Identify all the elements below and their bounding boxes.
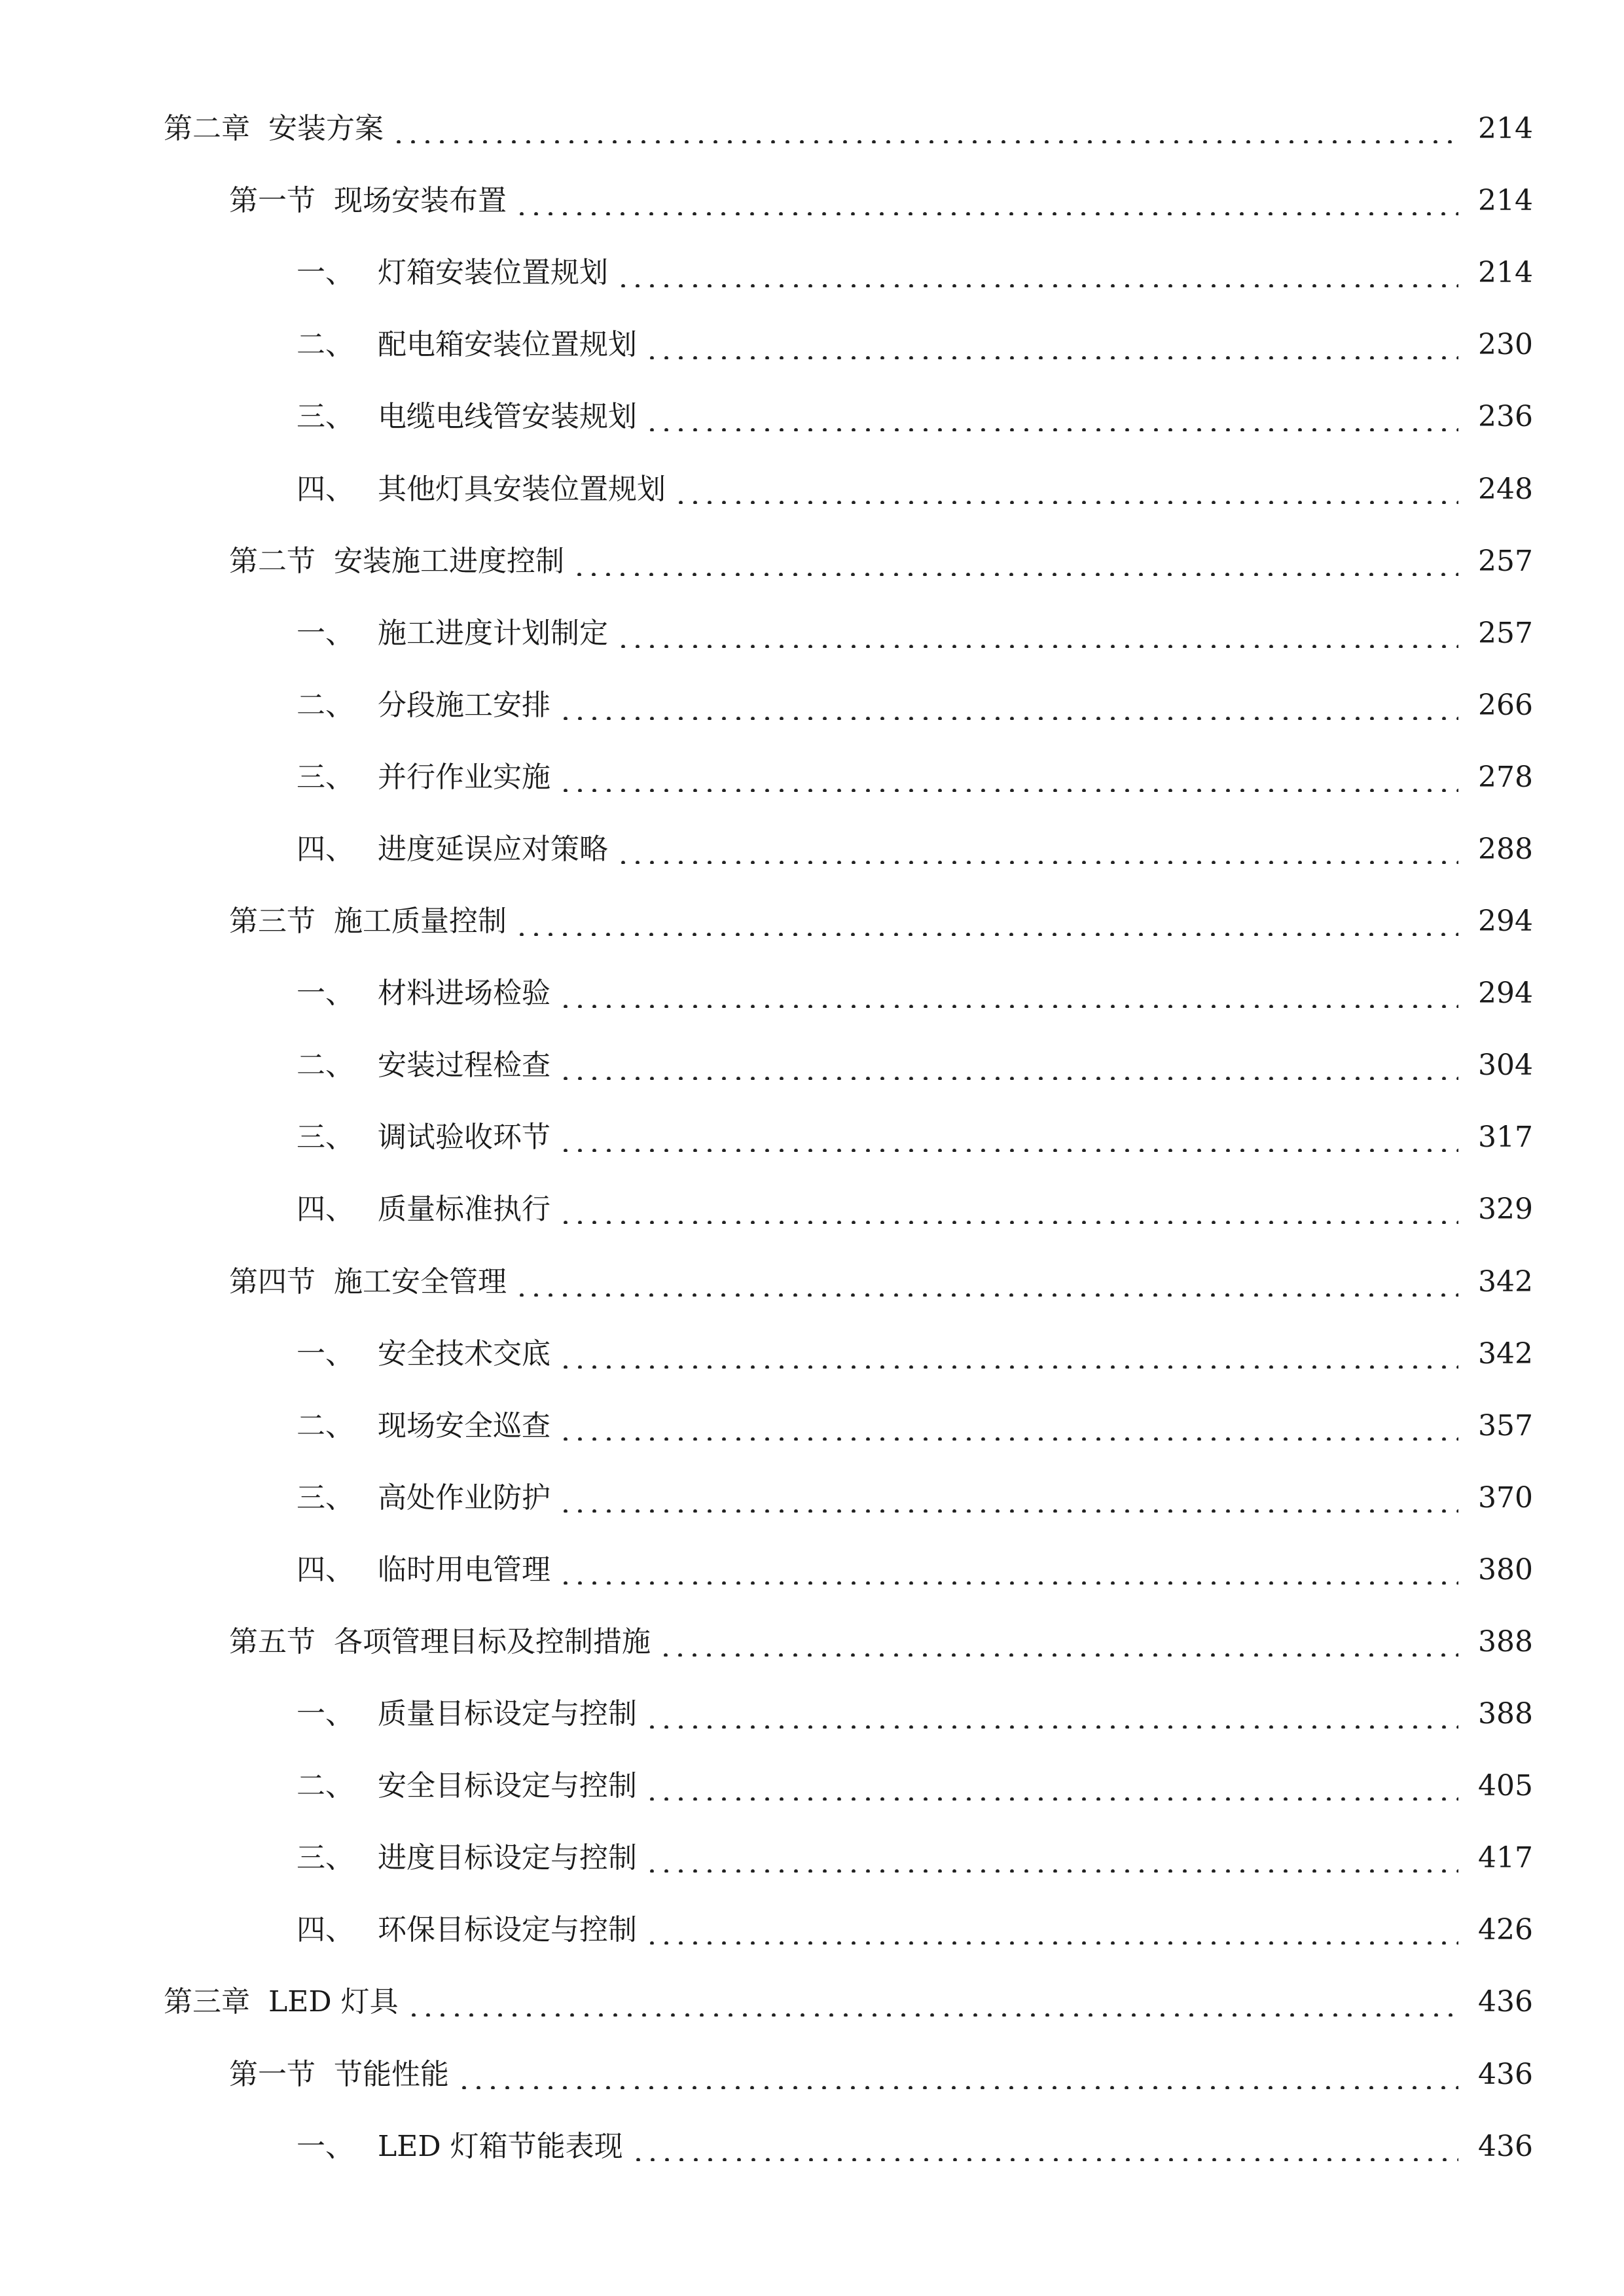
dot-leader xyxy=(558,1123,1458,1152)
toc-entry-number: 三、 xyxy=(297,400,354,434)
toc-entry-number: 三、 xyxy=(297,1841,354,1875)
dot-leader xyxy=(558,1556,1458,1585)
toc-entry-title: 安装过程检查 xyxy=(378,1049,550,1083)
toc-entry-page: 380 xyxy=(1478,1552,1533,1587)
toc-entry-number: 四、 xyxy=(297,472,354,506)
toc-entry-section[interactable] xyxy=(0,2039,1624,2111)
toc-entry-subsection[interactable] xyxy=(0,598,1624,670)
dot-leader xyxy=(645,331,1458,359)
dot-leader xyxy=(616,259,1458,287)
toc-entry-subsection[interactable] xyxy=(0,453,1624,525)
toc-entry-chapter[interactable] xyxy=(0,93,1624,165)
toc-entry-title: LED 灯箱节能表现 xyxy=(378,2129,623,2163)
dot-leader xyxy=(645,403,1458,431)
dot-leader xyxy=(406,1988,1458,2017)
toc-entry-title: 各项管理目标及控制措施 xyxy=(334,1625,651,1659)
toc-entry-number: 一、 xyxy=(297,1336,354,1371)
dot-leader xyxy=(558,763,1458,792)
toc-entry-title: 安装施工进度控制 xyxy=(334,544,564,578)
toc-entry-number: 第四节 xyxy=(229,1265,316,1299)
toc-entry-page: 426 xyxy=(1478,1913,1533,1947)
toc-entry-page: 388 xyxy=(1478,1697,1533,1731)
toc-entry-title: 质量标准执行 xyxy=(378,1193,550,1227)
toc-entry-subsection[interactable] xyxy=(0,742,1624,814)
toc-entry-subsection[interactable] xyxy=(0,1822,1624,1894)
toc-entry-number: 三、 xyxy=(297,760,354,794)
dot-leader xyxy=(645,1700,1458,1729)
toc-entry-page: 214 xyxy=(1478,256,1533,290)
toc-entry-page: 417 xyxy=(1478,1841,1533,1875)
toc-entry-page: 317 xyxy=(1478,1121,1533,1155)
toc-entry-number: 二、 xyxy=(297,328,354,362)
toc-entry-page: 329 xyxy=(1478,1193,1533,1227)
toc-entry-subsection[interactable] xyxy=(0,670,1624,742)
toc-entry-number: 三、 xyxy=(297,1480,354,1515)
dot-leader xyxy=(558,979,1458,1008)
dot-leader xyxy=(558,1484,1458,1513)
dot-leader xyxy=(645,1844,1458,1873)
toc-entry-subsection[interactable] xyxy=(0,1174,1624,1246)
toc-entry-page: 294 xyxy=(1478,905,1533,939)
toc-entry-page: 266 xyxy=(1478,688,1533,722)
toc-entry-section[interactable] xyxy=(0,165,1624,237)
toc-entry-title: 其他灯具安装位置规划 xyxy=(378,472,666,506)
dot-leader xyxy=(514,907,1458,936)
toc-entry-number: 四、 xyxy=(297,832,354,866)
toc-entry-title: 高处作业防护 xyxy=(378,1480,550,1515)
toc-entry-subsection[interactable] xyxy=(0,814,1624,886)
toc-entry-subsection[interactable] xyxy=(0,1534,1624,1606)
toc-entry-number: 第二章 xyxy=(164,112,250,146)
toc-entry-title: 分段施工安排 xyxy=(378,688,550,722)
toc-entry-number: 第一节 xyxy=(229,2057,316,2091)
toc-entry-page: 230 xyxy=(1478,328,1533,362)
toc-entry-title: 灯箱安装位置规划 xyxy=(378,256,608,290)
toc-entry-page: 294 xyxy=(1478,977,1533,1011)
toc-entry-subsection[interactable] xyxy=(0,1102,1624,1174)
toc-entry-number: 第二节 xyxy=(229,544,316,578)
dot-leader xyxy=(514,1268,1458,1297)
toc-entry-number: 第三章 xyxy=(164,1985,250,2019)
toc-entry-title: 临时用电管理 xyxy=(378,1552,550,1587)
dot-leader xyxy=(457,2060,1458,2089)
toc-entry-title: 材料进场检验 xyxy=(378,977,550,1011)
toc-entry-page: 214 xyxy=(1478,184,1533,218)
dot-leader xyxy=(558,1412,1458,1441)
toc-entry-subsection[interactable] xyxy=(0,2111,1624,2183)
dot-leader xyxy=(631,2132,1458,2161)
toc-entry-subsection[interactable] xyxy=(0,1318,1624,1390)
toc-entry-page: 304 xyxy=(1478,1049,1533,1083)
toc-entry-section[interactable] xyxy=(0,1246,1624,1318)
dot-leader xyxy=(514,187,1458,215)
dot-leader xyxy=(616,835,1458,864)
toc-entry-subsection[interactable] xyxy=(0,1030,1624,1102)
toc-entry-subsection[interactable] xyxy=(0,1894,1624,1966)
toc-entry-number: 第一节 xyxy=(229,184,316,218)
toc-entry-number: 二、 xyxy=(297,1408,354,1443)
toc-entry-subsection[interactable] xyxy=(0,1678,1624,1750)
dot-leader xyxy=(616,619,1458,648)
toc-entry-subsection[interactable] xyxy=(0,1462,1624,1534)
toc-entry-page: 342 xyxy=(1478,1265,1533,1299)
table-of-contents xyxy=(0,93,1624,2183)
toc-entry-number: 二、 xyxy=(297,688,354,722)
toc-entry-page: 436 xyxy=(1478,2057,1533,2091)
toc-entry-title: 进度延误应对策略 xyxy=(378,832,608,866)
toc-entry-subsection[interactable] xyxy=(0,309,1624,381)
toc-entry-page: 214 xyxy=(1478,112,1533,146)
toc-entry-number: 二、 xyxy=(297,1769,354,1803)
toc-entry-title: LED 灯具 xyxy=(268,1985,399,2019)
toc-entry-title: 进度目标设定与控制 xyxy=(378,1841,637,1875)
toc-entry-section[interactable] xyxy=(0,1606,1624,1678)
toc-entry-title: 电缆电线管安装规划 xyxy=(378,400,637,434)
toc-entry-title: 施工进度计划制定 xyxy=(378,616,608,650)
toc-entry-chapter[interactable] xyxy=(0,1966,1624,2038)
dot-leader xyxy=(645,1772,1458,1801)
toc-entry-subsection[interactable] xyxy=(0,1750,1624,1822)
toc-entry-title: 安全技术交底 xyxy=(378,1336,550,1371)
toc-entry-title: 配电箱安装位置规划 xyxy=(378,328,637,362)
dot-leader xyxy=(391,115,1458,143)
toc-entry-page: 436 xyxy=(1478,2129,1533,2163)
toc-entry-number: 第五节 xyxy=(229,1625,316,1659)
dot-leader xyxy=(572,547,1458,576)
toc-entry-number: 二、 xyxy=(297,1049,354,1083)
toc-entry-subsection[interactable] xyxy=(0,381,1624,453)
toc-entry-page: 257 xyxy=(1478,616,1533,650)
toc-entry-page: 278 xyxy=(1478,760,1533,794)
toc-entry-section[interactable] xyxy=(0,526,1624,598)
dot-leader xyxy=(558,1340,1458,1369)
toc-entry-number: 一、 xyxy=(297,2129,354,2163)
dot-leader xyxy=(558,1195,1458,1224)
dot-leader xyxy=(558,1051,1458,1080)
dot-leader xyxy=(645,1916,1458,1945)
toc-entry-page: 288 xyxy=(1478,832,1533,866)
toc-entry-number: 一、 xyxy=(297,1697,354,1731)
toc-entry-number: 一、 xyxy=(297,616,354,650)
toc-entry-page: 388 xyxy=(1478,1625,1533,1659)
dot-leader xyxy=(659,1628,1458,1657)
toc-entry-number: 四、 xyxy=(297,1193,354,1227)
toc-entry-number: 三、 xyxy=(297,1121,354,1155)
toc-entry-page: 236 xyxy=(1478,400,1533,434)
toc-entry-title: 安装方案 xyxy=(268,112,384,146)
toc-entry-page: 370 xyxy=(1478,1480,1533,1515)
toc-entry-page: 357 xyxy=(1478,1408,1533,1443)
toc-entry-title: 现场安装布置 xyxy=(334,184,507,218)
toc-entry-title: 施工质量控制 xyxy=(334,905,507,939)
toc-entry-page: 405 xyxy=(1478,1769,1533,1803)
toc-entry-title: 环保目标设定与控制 xyxy=(378,1913,637,1947)
toc-entry-title: 施工安全管理 xyxy=(334,1265,507,1299)
toc-entry-title: 调试验收环节 xyxy=(378,1121,550,1155)
dot-leader xyxy=(674,475,1458,504)
dot-leader xyxy=(558,691,1458,720)
toc-entry-subsection[interactable] xyxy=(0,1390,1624,1462)
toc-entry-number: 第三节 xyxy=(229,905,316,939)
toc-entry-page: 248 xyxy=(1478,472,1533,506)
toc-entry-page: 342 xyxy=(1478,1336,1533,1371)
toc-entry-title: 节能性能 xyxy=(334,2057,449,2091)
toc-entry-title: 并行作业实施 xyxy=(378,760,550,794)
toc-entry-page: 257 xyxy=(1478,544,1533,578)
toc-entry-number: 四、 xyxy=(297,1913,354,1947)
toc-entry-title: 质量目标设定与控制 xyxy=(378,1697,637,1731)
toc-entry-subsection[interactable] xyxy=(0,958,1624,1030)
toc-entry-number: 一、 xyxy=(297,977,354,1011)
toc-entry-page: 436 xyxy=(1478,1985,1533,2019)
toc-entry-section[interactable] xyxy=(0,886,1624,958)
toc-entry-number: 一、 xyxy=(297,256,354,290)
toc-entry-title: 安全目标设定与控制 xyxy=(378,1769,637,1803)
toc-entry-subsection[interactable] xyxy=(0,237,1624,309)
toc-entry-number: 四、 xyxy=(297,1552,354,1587)
toc-entry-title: 现场安全巡查 xyxy=(378,1408,550,1443)
